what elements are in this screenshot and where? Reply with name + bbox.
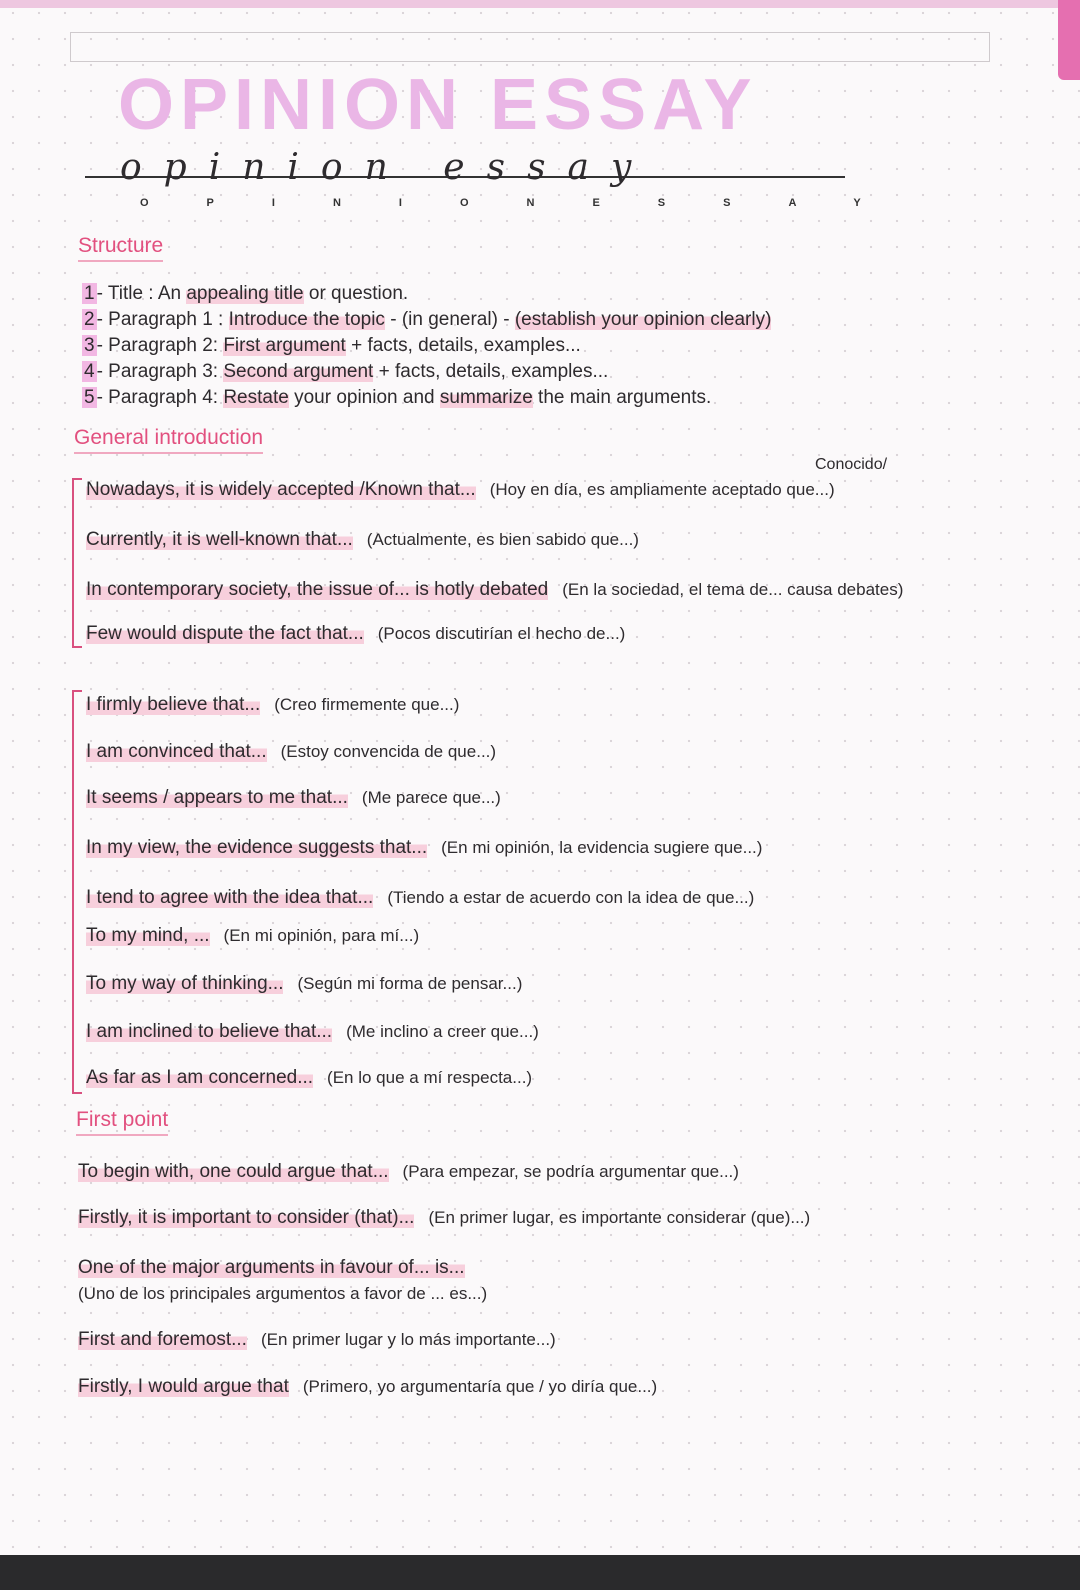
structure-heading: Structure	[78, 234, 163, 262]
phrase-line: I am convinced that... (Estoy convencida de que...)	[86, 741, 497, 762]
phrase-line: Firstly, it is important to consider (that)... (En primer lugar, es importante considerar (que)...)	[78, 1207, 811, 1228]
phrase-line: (Uno de los principales argumentos a favor de ... es...)	[78, 1284, 488, 1303]
phrase-line: First and foremost... (En primer lugar y lo más importante...)	[78, 1329, 556, 1350]
phrase-line: As far as I am concerned... (En lo que a mí respecta...)	[86, 1067, 533, 1088]
title-display: OPINION ESSAY	[118, 65, 758, 145]
structure-item: 4 - Paragraph 3: Second argument + facts, details, examples...	[84, 361, 609, 382]
structure-item: 3 - Paragraph 2: First argument + facts, details, examples...	[84, 335, 581, 356]
phrase-line: To my mind, ... (En mi opinión, para mí...)	[86, 925, 420, 946]
phrase-line: It seems / appears to me that... (Me parece que...)	[86, 787, 501, 808]
phrase-line: In my view, the evidence suggests that... (En mi opinión, la evidencia sugiere que...)	[86, 837, 763, 858]
phrase-line: In contemporary society, the issue of... is hotly debated (En la sociedad, el tema de... causa debates)	[86, 579, 904, 600]
phrase-line: Nowadays, it is widely accepted /Known that... (Hoy en día, es ampliamente aceptado que...)	[86, 479, 835, 500]
bottom-edge	[0, 1555, 1080, 1590]
header-box	[70, 32, 990, 62]
bracket	[72, 690, 82, 1094]
phrase-line: I firmly believe that... (Creo firmemente que...)	[86, 694, 460, 715]
title-caps: OPINIONESSAY	[140, 197, 919, 209]
phrase-line: Currently, it is well-known that... (Actualmente, es bien sabido que...)	[86, 529, 639, 550]
general-introduction-heading: General introduction	[74, 426, 263, 454]
page-tab	[1058, 0, 1080, 80]
phrase-line: One of the major arguments in favour of... is...	[78, 1257, 465, 1278]
top-strip	[0, 0, 1080, 8]
structure-item: 1 - Title : An appealing title or question.	[84, 283, 409, 304]
first-point-heading: First point	[76, 1108, 168, 1136]
margin-note: Conocido/	[815, 456, 888, 473]
phrase-line: Few would dispute the fact that... (Pocos discutirían el hecho de...)	[86, 623, 626, 644]
title-script: opinion essay	[120, 147, 654, 188]
structure-item: 5 - Paragraph 4: Restate your opinion and summarize the main arguments.	[84, 387, 712, 408]
phrase-line: To begin with, one could argue that... (Para empezar, se podría argumentar que...)	[78, 1161, 739, 1182]
phrase-line: I am inclined to believe that... (Me inclino a creer que...)	[86, 1021, 539, 1042]
bracket	[72, 478, 82, 648]
phrase-line: To my way of thinking... (Según mi forma de pensar...)	[86, 973, 523, 994]
phrase-line: Firstly, I would argue that (Primero, yo argumentaría que / yo diría que...)	[78, 1376, 658, 1397]
phrase-line: I tend to agree with the idea that... (Tiendo a estar de acuerdo con la idea de que...)	[86, 887, 755, 908]
structure-item: 2 - Paragraph 1 : Introduce the topic - (in general) - (establish your opinion clearly)	[84, 309, 772, 330]
